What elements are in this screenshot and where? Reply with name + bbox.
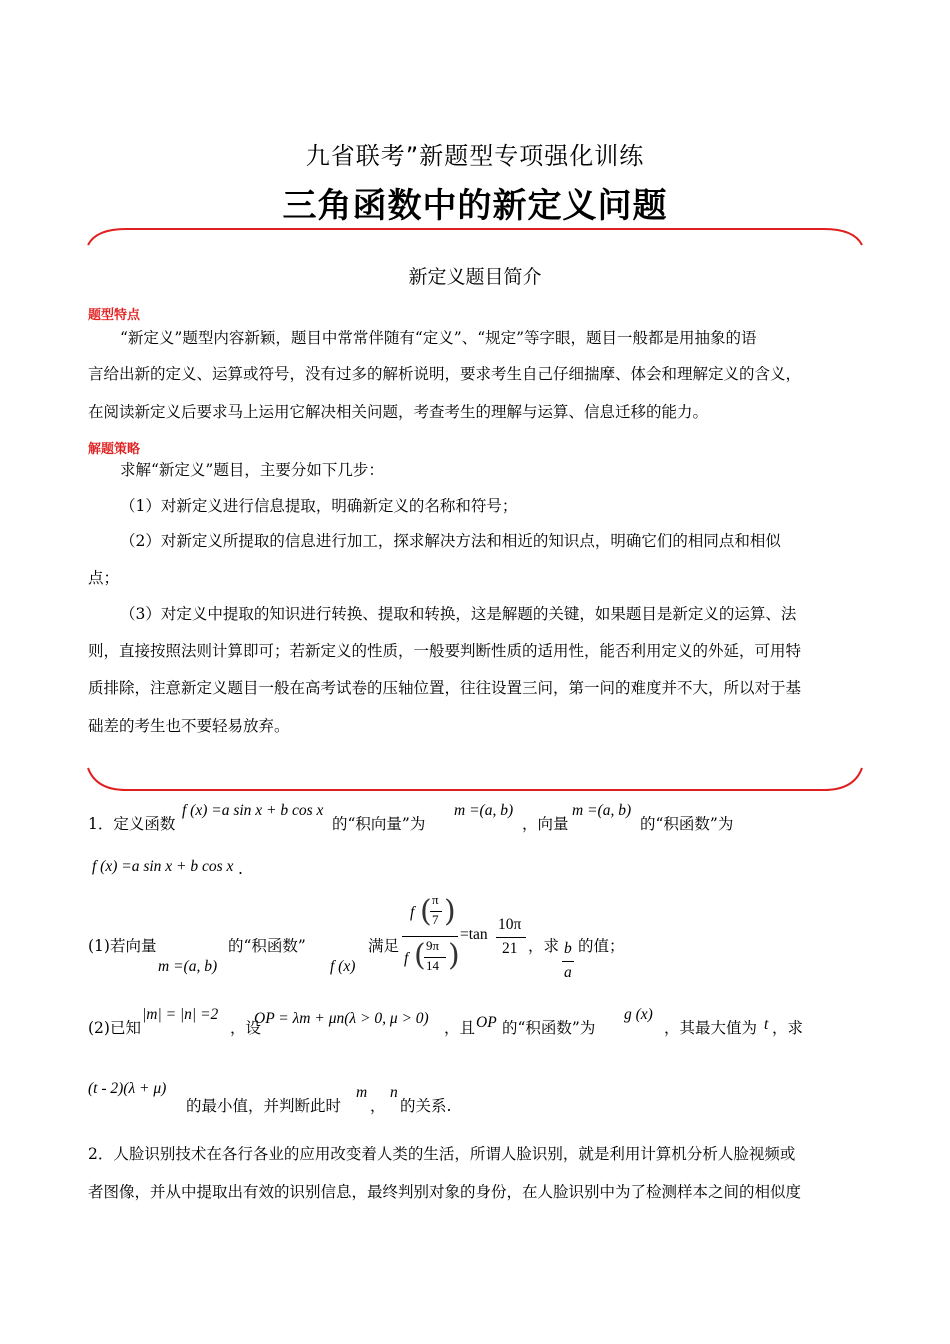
ba-denominator: a	[564, 964, 572, 981]
q1-part2-op2: OP	[476, 1014, 497, 1031]
pi7-denominator: 7	[432, 912, 439, 927]
q1-part1-satisfy: 满足	[368, 937, 400, 955]
intro-p1-line2: 言给出新的定义、运算或符号，没有过多的解析说明，要求考生自己仔细揣摩、体会和理解定义的含义，	[88, 365, 802, 383]
strategy-step2-line2: 点；	[88, 569, 120, 587]
q1-part1-value: 的值；	[578, 937, 625, 955]
pi14-numerator: 9π	[426, 938, 440, 953]
q1-f-definition: f (x) =a sin x + b cos x	[182, 802, 324, 819]
q1-part2-label: (2)已知	[88, 1019, 141, 1037]
q1-part2-t: t	[764, 1016, 769, 1033]
paren-left-top: (	[420, 894, 432, 929]
q1-part1-m: m =(a, b)	[158, 958, 218, 975]
strategy-step3-line4: 础差的考生也不要轻易放弃。	[88, 717, 290, 735]
q1-m-definition-2: m =(a, b)	[572, 802, 632, 819]
q1-part2-m: m	[356, 1084, 368, 1101]
tan-bar	[496, 937, 526, 938]
page-title: 三角函数中的新定义问题	[282, 186, 668, 226]
eq-tan: =tan	[460, 926, 488, 943]
q1-text3: 的“积函数”为	[640, 815, 734, 833]
q1-part2-and: ，且	[444, 1019, 476, 1037]
q1-part2-let: ，设	[230, 1019, 262, 1037]
main-fraction-bar	[402, 936, 458, 937]
q1-part2-op: OP = λm + μn(λ > 0, μ > 0)	[254, 1010, 429, 1027]
q1-part2-relation: 的关系.	[400, 1097, 452, 1115]
paren-right-top: )	[444, 894, 456, 929]
subtitle: 九省联考”新题型专项强化训练	[305, 142, 645, 170]
q1-part2-g: g (x)	[624, 1006, 653, 1023]
q1-part2-expr: (t - 2)(λ + μ)	[88, 1080, 167, 1097]
label-strategy: 解题策略	[88, 442, 141, 457]
q1-part2-norm: |m| = |n| =2	[142, 1006, 219, 1023]
strategy-step3-line3: 质排除，注意新定义题目一般在高考试卷的压轴位置，往往设置三问，第一问的难度并不大，所以对于基	[88, 679, 802, 697]
q1-ratio-fraction	[402, 892, 458, 984]
q1-f-line: f (x) =a sin x + b cos x	[92, 858, 234, 875]
strategy-step3-line1: （3）对定义中提取的知识进行转换、提取和转换，这是解题的关键，如果题目是新定义的运算、法	[120, 605, 797, 623]
q1-part2-find: ，求	[772, 1019, 804, 1037]
paren-left-bottom: (	[414, 938, 426, 973]
section-title: 新定义题目简介	[408, 266, 542, 288]
q1-part2-min: 的最小值，并判断此时	[186, 1097, 342, 1115]
q1-part1-text: 的“积函数”	[228, 937, 306, 955]
pi7-numerator: π	[432, 892, 439, 907]
ba-numerator: b	[564, 940, 572, 957]
strategy-step2-line1: （2）对新定义所提取的信息进行加工，探求解决方法和相近的知识点，明确它们的相同点和相似	[120, 532, 781, 550]
f-symbol-bottom: f	[404, 950, 409, 967]
q2-line2: 者图像，并从中提取出有效的识别信息，最终判别对象的身份，在人脸识别中为了检测样本之间的相似度	[88, 1183, 802, 1201]
q1-number: 1．定义函数	[88, 815, 176, 833]
q1-part1-find: ，求	[528, 937, 560, 955]
f-symbol-top: f	[410, 904, 415, 921]
q1-m-definition: m =(a, b)	[454, 802, 514, 819]
q1-part2-text: 的“积函数”为	[502, 1019, 596, 1037]
strategy-step3-line2: 则，直接按照法则计算即可；若新定义的性质，一般要判断性质的适用性，能否利用定义的外延，可用特	[88, 642, 802, 660]
q1-part2-max: ，其最大值为	[664, 1019, 758, 1037]
intro-p1-line3: 在阅读新定义后要求马上运用它解决相关问题，考查考生的理解与运算、信息迁移的能力。	[88, 403, 709, 421]
strategy-step1: （1）对新定义进行信息提取，明确新定义的名称和符号；	[120, 497, 518, 515]
q1-part2-n: n	[390, 1084, 398, 1101]
paren-right-bottom: )	[448, 938, 460, 973]
label-features: 题型特点	[88, 308, 141, 323]
q1-text1: 的“积向量”为	[332, 815, 426, 833]
pi14-denominator: 14	[426, 958, 439, 973]
q1-text2: ，向量	[522, 815, 569, 833]
q1-part1-fx: f (x)	[330, 958, 356, 975]
ba-bar	[562, 961, 574, 962]
q1-period: .	[238, 860, 243, 878]
q1-part1-label: (1)若向量	[88, 937, 157, 955]
q2-line1: 2．人脸识别技术在各行各业的应用改变着人类的生活，所谓人脸识别，就是利用计算机分析人脸视频或	[88, 1145, 796, 1163]
strategy-intro: 求解“新定义”题目，主要分如下几步：	[120, 461, 384, 479]
intro-p1-line1: “新定义”题型内容新颖，题目中常常伴随有“定义”、“规定”等字眼，题目一般都是用抽象的语	[120, 329, 757, 347]
tan-denominator: 21	[502, 940, 518, 957]
tan-numerator: 10π	[498, 916, 522, 933]
q1-part2-comma: ，	[370, 1097, 386, 1115]
